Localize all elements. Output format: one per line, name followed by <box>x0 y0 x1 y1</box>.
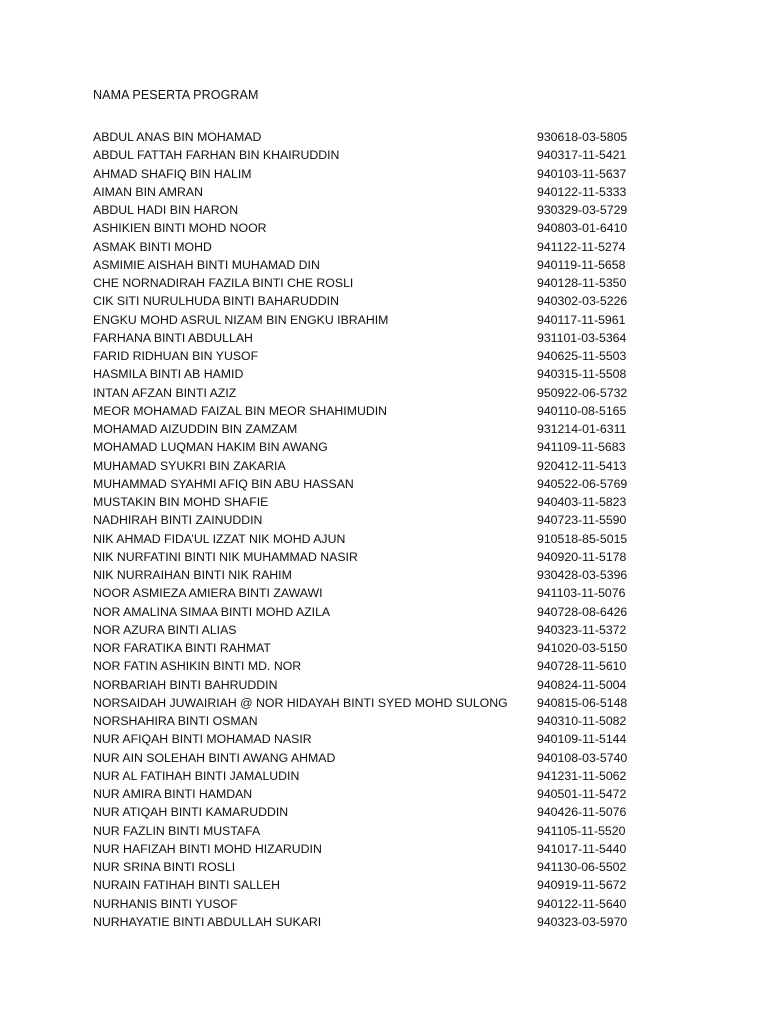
document-heading: NAMA PESERTA PROGRAM <box>93 88 259 102</box>
participant-row <box>93 749 653 767</box>
participant-row <box>93 384 653 402</box>
participant-row <box>93 146 653 164</box>
participant-name: NOOR ASMIEZA AMIERA BINTI ZAWAWI <box>93 586 323 601</box>
participant-row <box>93 329 653 347</box>
participant-ic-number: 940117-11-5961 <box>537 312 626 327</box>
participant-ic-number: 940728-11-5610 <box>537 659 627 674</box>
participant-name: MOHAMAD AIZUDDIN BIN ZAMZAM <box>93 422 298 436</box>
participant-ic-number: 940302-03-5226 <box>537 294 628 309</box>
participant-name: NUR AFIQAH BINTI MOHAMAD NASIR <box>93 732 312 747</box>
participant-name: NORSAIDAH JUWAIRIAH @ NOR HIDAYAH BINTI SYED MOHD SULONG <box>93 695 508 710</box>
participant-row <box>93 876 653 894</box>
participant-ic-number: 941130-06-5502 <box>537 860 627 874</box>
participant-ic-number: 940317-11-5421 <box>537 148 627 163</box>
participant-name: NUR AIN SOLEHAH BINTI AWANG AHMAD <box>93 750 336 765</box>
participant-name: CHE NORNADIRAH FAZILA BINTI CHE ROSLI <box>93 276 354 290</box>
participant-name: ENGKU MOHD ASRUL NIZAM BIN ENGKU IBRAHIM <box>93 312 389 327</box>
participant-row <box>93 566 653 584</box>
participant-row <box>93 694 653 712</box>
participant-name: NUR AMIRA BINTI HAMDAN <box>93 787 253 801</box>
participant-ic-number: 940323-03-5970 <box>537 914 628 929</box>
participant-name: NUR HAFIZAH BINTI MOHD HIZARUDIN <box>93 841 322 856</box>
participant-row <box>93 712 653 730</box>
participant-name: NUR FAZLIN BINTI MUSTAFA <box>93 823 261 838</box>
participant-row <box>93 475 653 493</box>
participant-row <box>93 420 653 438</box>
participant-ic-number: 920412-11-5413 <box>537 458 627 473</box>
participant-row <box>93 730 653 748</box>
participant-name: FARHANA BINTI ABDULLAH <box>93 330 253 345</box>
participant-row <box>93 165 653 183</box>
participant-ic-number: 940310-11-5082 <box>537 714 627 728</box>
participant-name: NURHANIS BINTI YUSOF <box>93 896 238 911</box>
participant-ic-number: 940122-11-5333 <box>537 184 627 199</box>
participant-row <box>93 219 653 237</box>
participant-row <box>93 530 653 548</box>
participant-row <box>93 347 653 365</box>
participant-ic-number: 940109-11-5144 <box>537 732 627 747</box>
participant-row <box>93 603 653 621</box>
participant-row <box>93 201 653 219</box>
participant-ic-number: 931214-01-6311 <box>537 422 627 436</box>
participant-row <box>93 493 653 511</box>
participant-name: NOR FARATIKA BINTI RAHMAT <box>93 641 271 655</box>
participant-ic-number: 930428-03-5396 <box>537 568 628 582</box>
participant-row <box>93 457 653 475</box>
participant-row <box>93 822 653 840</box>
participant-ic-number: 940728-08-6426 <box>537 604 628 619</box>
participant-row <box>93 311 653 329</box>
participant-row <box>93 584 653 602</box>
participant-ic-number: 940119-11-5658 <box>537 257 626 272</box>
participant-name: ASHIKIEN BINTI MOHD NOOR <box>93 221 267 236</box>
participant-name: NIK NURRAIHAN BINTI NIK RAHIM <box>93 568 292 582</box>
participant-ic-number: 941109-11-5683 <box>537 440 626 455</box>
participant-row <box>93 292 653 310</box>
participant-ic-number: 940403-11-5823 <box>537 495 627 509</box>
participant-ic-number: 940128-11-5350 <box>537 276 627 290</box>
participant-ic-number: 940501-11-5472 <box>537 787 627 801</box>
participant-ic-number: 941105-11-5520 <box>537 823 626 838</box>
participant-ic-number: 941020-03-5150 <box>537 641 628 655</box>
participant-row <box>93 128 653 146</box>
participant-ic-number: 910518-85-5015 <box>537 531 628 546</box>
participant-ic-number: 940522-06-5769 <box>537 476 628 491</box>
participant-ic-number: 940723-11-5590 <box>537 513 627 528</box>
participant-row <box>93 785 653 803</box>
participant-ic-number: 930618-03-5805 <box>537 130 628 144</box>
participant-name: MUHAMMAD SYAHMI AFIQ BIN ABU HASSAN <box>93 476 354 491</box>
participant-name: NIK NURFATINI BINTI NIK MUHAMMAD NASIR <box>93 549 358 564</box>
participant-row <box>93 676 653 694</box>
participant-list <box>93 128 653 931</box>
participant-name: MUSTAKIN BIN MOHD SHAFIE <box>93 495 269 509</box>
participant-name: NUR AL FATIHAH BINTI JAMALUDIN <box>93 768 300 783</box>
participant-row <box>93 274 653 292</box>
participant-row <box>93 913 653 931</box>
participant-row <box>93 895 653 913</box>
participant-ic-number: 950922-06-5732 <box>537 385 628 400</box>
participant-ic-number: 940122-11-5640 <box>537 896 627 911</box>
participant-row <box>93 256 653 274</box>
participant-name: MOHAMAD LUQMAN HAKIM BIN AWANG <box>93 440 328 455</box>
participant-name: NOR AMALINA SIMAA BINTI MOHD AZILA <box>93 604 331 619</box>
participant-row <box>93 803 653 821</box>
participant-ic-number: 940919-11-5672 <box>537 878 627 893</box>
participant-row <box>93 365 653 383</box>
participant-ic-number: 940323-11-5372 <box>537 622 627 637</box>
participant-ic-number: 940110-08-5165 <box>537 403 627 418</box>
participant-row <box>93 511 653 529</box>
participant-row <box>93 548 653 566</box>
participant-name: FARID RIDHUAN BIN YUSOF <box>93 349 259 363</box>
participant-row <box>93 767 653 785</box>
participant-name: NORBARIAH BINTI BAHRUDDIN <box>93 677 278 692</box>
participant-name: MUHAMAD SYUKRI BIN ZAKARIA <box>93 458 286 473</box>
participant-name: ABDUL HADI BIN HARON <box>93 203 239 217</box>
participant-ic-number: 941017-11-5440 <box>537 841 627 856</box>
participant-row <box>93 657 653 675</box>
participant-ic-number: 941231-11-5062 <box>537 768 627 783</box>
participant-name: ABDUL FATTAH FARHAN BIN KHAIRUDDIN <box>93 148 340 163</box>
participant-name: HASMILA BINTI AB HAMID <box>93 367 244 382</box>
participant-name: NUR ATIQAH BINTI KAMARUDDIN <box>93 805 289 820</box>
participant-ic-number: 931101-03-5364 <box>537 330 627 345</box>
participant-name: NURHAYATIE BINTI ABDULLAH SUKARI <box>93 914 322 929</box>
participant-ic-number: 940920-11-5178 <box>537 549 627 564</box>
participant-ic-number: 940625-11-5503 <box>537 349 627 363</box>
participant-name: AIMAN BIN AMRAN <box>93 184 204 199</box>
participant-ic-number: 940426-11-5076 <box>537 805 627 820</box>
participant-row <box>93 639 653 657</box>
participant-row <box>93 621 653 639</box>
participant-name: ASMAK BINTI MOHD <box>93 239 212 254</box>
participant-ic-number: 930329-03-5729 <box>537 203 628 217</box>
participant-ic-number: 940803-01-6410 <box>537 221 628 236</box>
participant-ic-number: 940108-03-5740 <box>537 750 628 765</box>
participant-name: ASMIMIE AISHAH BINTI MUHAMAD DIN <box>93 257 320 272</box>
participant-ic-number: 940103-11-5637 <box>537 166 627 181</box>
participant-name: CIK SITI NURULHUDA BINTI BAHARUDDIN <box>93 294 339 309</box>
participant-name: NUR SRINA BINTI ROSLI <box>93 860 236 874</box>
participant-name: NIK AHMAD FIDA’UL IZZAT NIK MOHD AJUN <box>93 531 346 546</box>
participant-name: NORSHAHIRA BINTI OSMAN <box>93 714 258 728</box>
participant-name: NOR FATIN ASHIKIN BINTI MD. NOR <box>93 659 302 674</box>
participant-name: INTAN AFZAN BINTI AZIZ <box>93 385 237 400</box>
participant-row <box>93 402 653 420</box>
participant-row <box>93 858 653 876</box>
participant-name: AHMAD SHAFIQ BIN HALIM <box>93 166 252 181</box>
participant-ic-number: 940824-11-5004 <box>537 677 627 692</box>
participant-name: ABDUL ANAS BIN MOHAMAD <box>93 130 262 144</box>
participant-row <box>93 238 653 256</box>
participant-row <box>93 840 653 858</box>
participant-row <box>93 438 653 456</box>
participant-name: NOR AZURA BINTI ALIAS <box>93 622 237 637</box>
participant-name: MEOR MOHAMAD FAIZAL BIN MEOR SHAHIMUDIN <box>93 403 388 418</box>
participant-row <box>93 183 653 201</box>
participant-ic-number: 940315-11-5508 <box>537 367 627 382</box>
participant-name: NURAIN FATIHAH BINTI SALLEH <box>93 878 280 893</box>
participant-ic-number: 941103-11-5076 <box>537 586 626 601</box>
participant-ic-number: 940815-06-5148 <box>537 695 628 710</box>
participant-ic-number: 941122-11-5274 <box>537 239 626 254</box>
participant-name: NADHIRAH BINTI ZAINUDDIN <box>93 513 263 528</box>
